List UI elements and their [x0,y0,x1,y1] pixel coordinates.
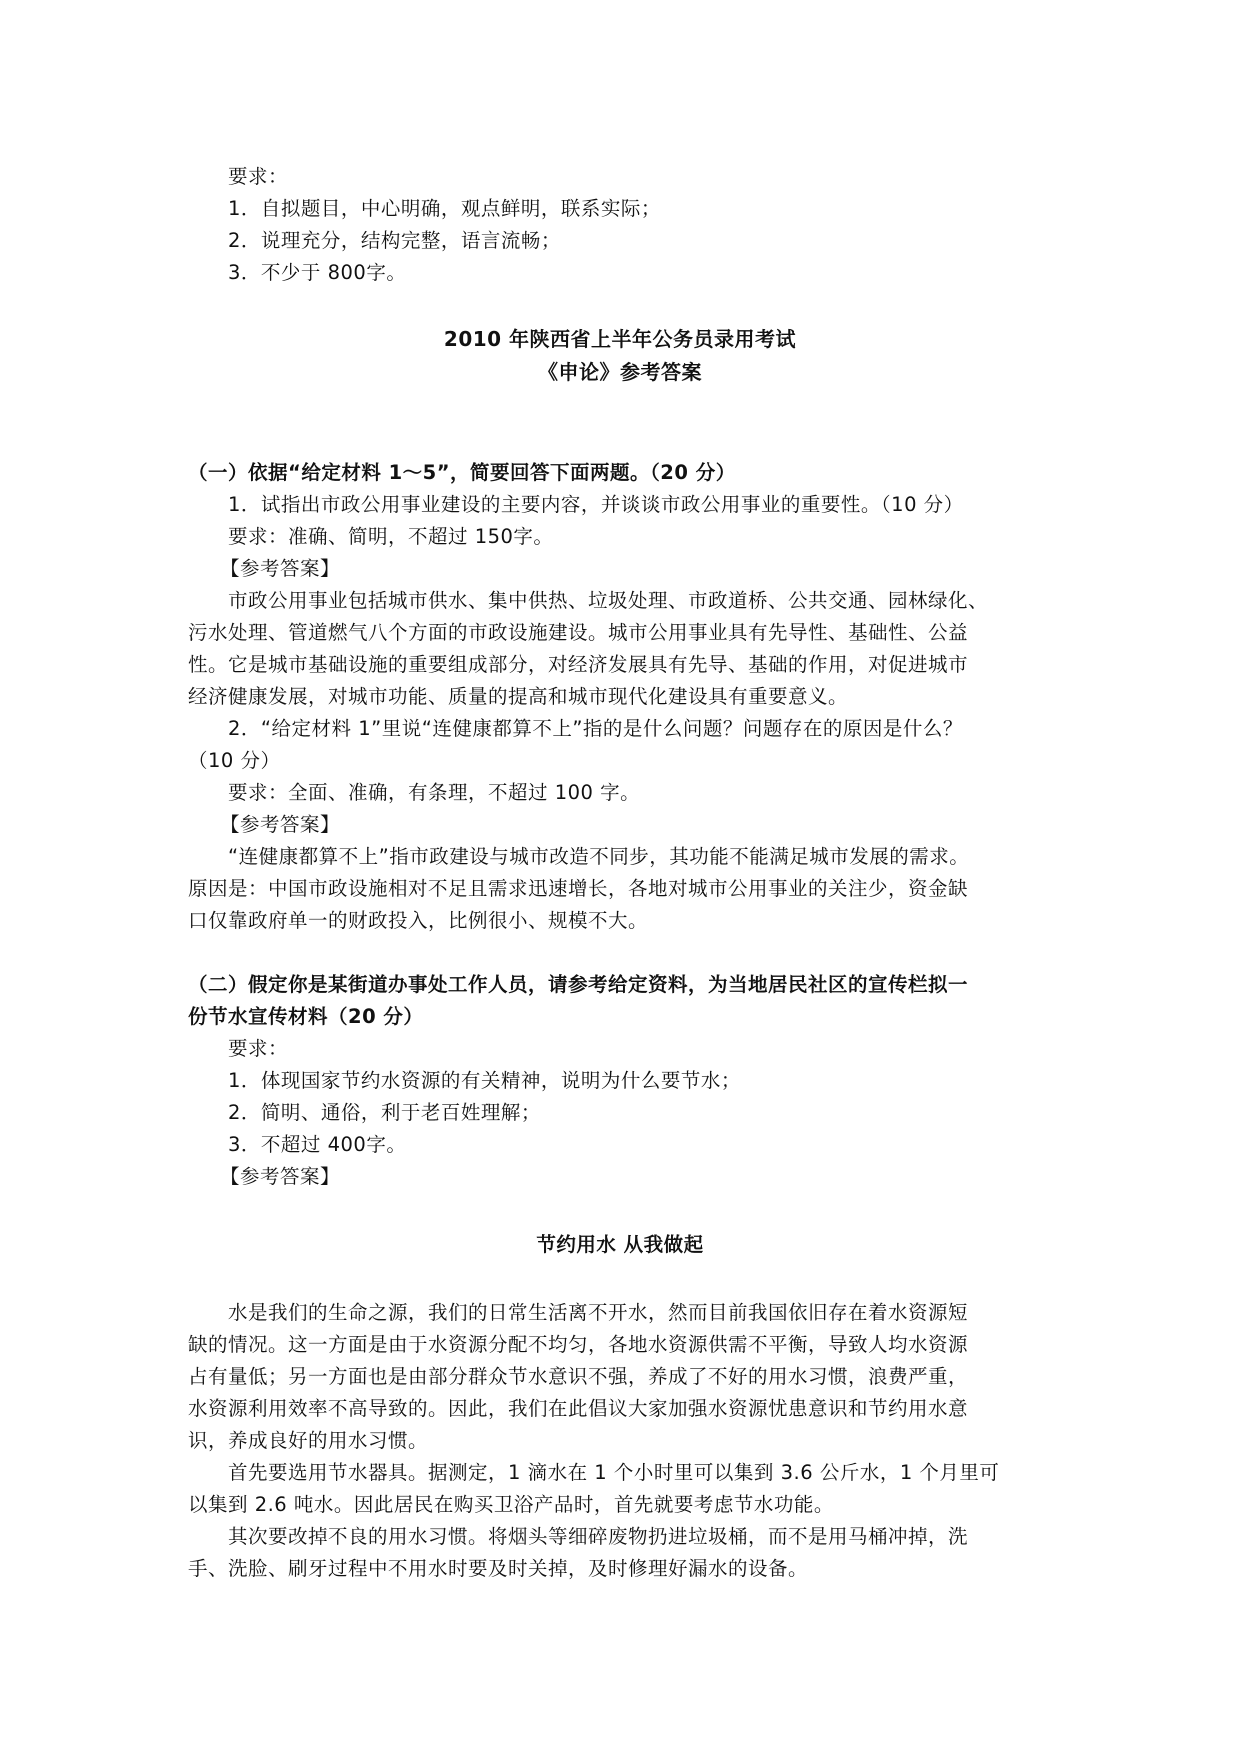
q1-question: 1．试指出市政公用事业建设的主要内容，并谈谈市政公用事业的重要性。（10 分） [228,493,964,516]
q2-answer-label: 【参考答案】 [220,813,341,836]
q1-answer-line: 污水处理、管道燃气八个方面的市政设施建设。城市公用事业具有先导性、基础性、公益 [188,621,969,644]
essay-line: 识，养成良好的用水习惯。 [188,1429,429,1452]
essay-line: 占有量低；另一方面也是由部分群众节水意识不强，养成了不好的用水习惯，浪费严重， [188,1365,969,1388]
document-title: 2010 年陕西省上半年公务员录用考试 [443,327,797,351]
section1-heading: （一）依据“给定材料 1～5”，简要回答下面两题。（20 分） [188,461,736,484]
essay-requirement-item: 2．说理充分，结构完整，语言流畅； [228,229,561,252]
essay-line: 以集到 2.6 吨水。因此居民在购买卫浴产品时，首先就要考虑节水功能。 [188,1493,834,1516]
q2-question-points: （10 分） [188,749,281,772]
q2-answer-line: 原因是：中国市政设施相对不足且需求迅速增长，各地对城市公用事业的关注少，资金缺 [188,877,969,900]
essay-line: 首先要选用节水器具。据测定，1 滴水在 1 个小时里可以集到 3.6 公斤水，1 个月里可 [228,1461,1000,1484]
q2-question: 2．“给定材料 1”里说“连健康都算不上”指的是什么问题？问题存在的原因是什么？ [228,717,963,740]
section2-requirement-item: 3．不超过 400字。 [228,1133,407,1156]
essay-line: 其次要改掉不良的用水习惯。将烟头等细碎废物扔进垃圾桶，而不是用马桶冲掉，洗 [228,1525,969,1548]
section2-heading-cont: 份节水宣传材料（20 分） [188,1005,424,1028]
section2-requirements-heading: 要求： [228,1037,289,1060]
essay-line: 水资源利用效率不高导致的。因此，我们在此倡议大家加强水资源忧患意识和节约用水意 [188,1397,969,1420]
section2-requirement-item: 2．简明、通俗，利于老百姓理解； [228,1101,541,1124]
section2-answer-label: 【参考答案】 [220,1165,341,1188]
essay-line: 水是我们的生命之源，我们的日常生活离不开水，然而目前我国依旧存在着水资源短 [228,1301,969,1324]
essay-line: 手、洗脸、刷牙过程中不用水时要及时关掉，及时修理好漏水的设备。 [188,1557,809,1580]
essay-requirement-item: 1．自拟题目，中心明确，观点鲜明，联系实际； [228,197,661,220]
q1-answer-line: 经济健康发展，对城市功能、质量的提高和城市现代化建设具有重要意义。 [188,685,849,708]
q1-answer-line: 市政公用事业包括城市供水、集中供热、垃圾处理、市政道桥、公共交通、园林绿化、 [228,589,989,612]
document-subtitle: 《申论》参考答案 [538,360,702,384]
q2-requirement: 要求：全面、准确，有条理，不超过 100 字。 [228,781,641,804]
q1-answer-label: 【参考答案】 [220,557,341,580]
section2-requirement-item: 1．体现国家节约水资源的有关精神，说明为什么要节水； [228,1069,741,1092]
essay-title: 节约用水 从我做起 [536,1233,704,1256]
essay-requirements-heading: 要求： [228,165,289,188]
essay-line: 缺的情况。这一方面是由于水资源分配不均匀，各地水资源供需不平衡，导致人均水资源 [188,1333,969,1356]
q2-answer-line: 口仅靠政府单一的财政投入，比例很小、规模不大。 [188,909,649,932]
section2-heading: （二）假定你是某街道办事处工作人员，请参考给定资料，为当地居民社区的宣传栏拟一 [188,973,969,996]
essay-requirement-item: 3．不少于 800字。 [228,261,407,284]
q1-requirement: 要求：准确、简明，不超过 150字。 [228,525,554,548]
q1-answer-line: 性。它是城市基础设施的重要组成部分，对经济发展具有先导、基础的作用，对促进城市 [188,653,969,676]
q2-answer-line: “连健康都算不上”指市政建设与城市改造不同步，其功能不能满足城市发展的需求。 [228,845,970,868]
